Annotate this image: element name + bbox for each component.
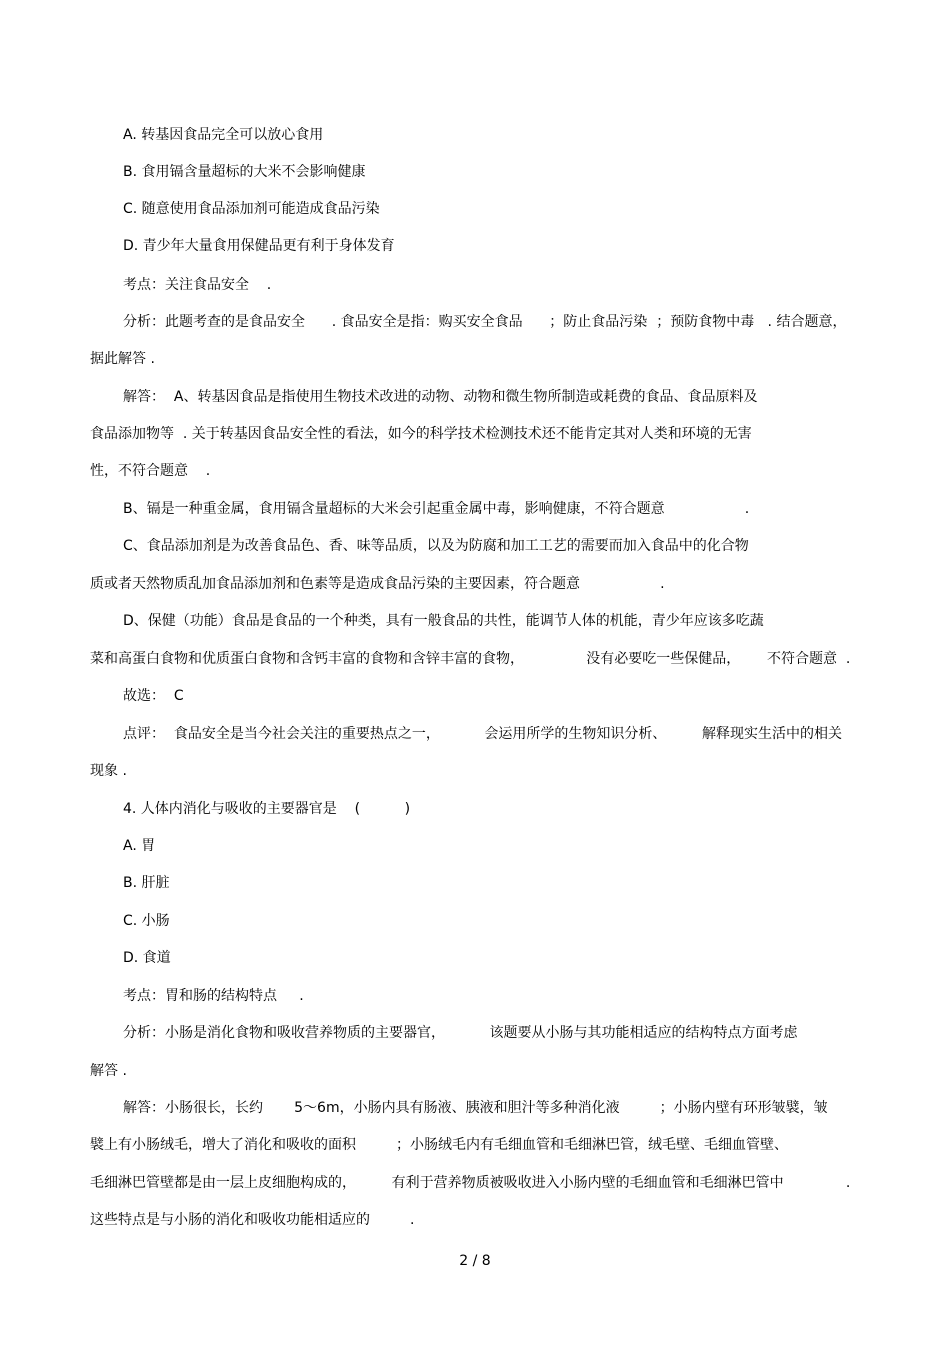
analysis-line: 解答 . [90, 1063, 127, 1079]
comment-line: 现象 . [90, 763, 127, 779]
question-4: 4. 人体内消化与吸收的主要器官是 ( ) [123, 801, 411, 817]
choice-line: 故选： C [123, 688, 184, 704]
option-d: D. 食道 [123, 950, 171, 966]
answer-line: 菜和高蛋白食物和优质蛋白食物和含钙丰富的食物和含锌丰富的食物， 没有必要吃一些保健品， 不符合题意 . [90, 651, 851, 667]
option-b: B. 食用镉含量超标的大米不会影响健康 [123, 164, 366, 180]
answer-line: 这些特点是与小肠的消化和吸收功能相适应的 . [90, 1212, 415, 1228]
analysis-line: 分析：此题考查的是食品安全 . 食品安全是指：购买安全食品 ；防止食品污染 ；预防食物中毒 . 结合题意， [123, 314, 847, 330]
option-d: D. 青少年大量食用保健品更有利于身体发育 [123, 238, 395, 254]
option-c: C. 随意使用食品添加剂可能造成食品污染 [123, 201, 380, 217]
answer-line: C、食品添加剂是为改善食品色、香、味等品质，以及为防腐和加工工艺的需要而加入食品中的化合物 [123, 538, 749, 554]
analysis-line: 据此解答 . [90, 351, 155, 367]
answer-line: 性，不符合题意 . [90, 463, 211, 479]
answer-line: D、保健（功能）食品是食品的一个种类，具有一般食品的共性，能调节人体的机能，青少年应该多吃蔬 [123, 613, 764, 629]
answer-line: 襞上有小肠绒毛，增大了消化和吸收的面积 ；小肠绒毛内有毛细血管和毛细淋巴管，绒毛壁、毛细血管壁、 [90, 1137, 789, 1153]
option-c: C. 小肠 [123, 913, 170, 929]
kaodian-line: 考点：胃和肠的结构特点 . [123, 988, 304, 1004]
answer-line: 毛细淋巴管壁都是由一层上皮细胞构成的， 有利于营养物质被吸收进入小肠内壁的毛细血管和毛细淋巴管中 . [90, 1175, 851, 1191]
kaodian-line: 考点：关注食品安全 . [123, 277, 272, 293]
page-number: 2 / 8 [459, 1253, 491, 1269]
answer-line: 解答：小肠很长，长约 5～6m，小肠内具有肠液、胰液和胆汁等多种消化液 ；小肠内壁有环形皱襞，皱 [123, 1100, 828, 1116]
answer-line: 质或者天然物质乱加食品添加剂和色素等是造成食品污染的主要因素，符合题意 . [90, 576, 665, 592]
answer-line: B、镉是一种重金属，食用镉含量超标的大米会引起重金属中毒，影响健康，不符合题意 . [123, 501, 750, 517]
answer-line: 解答： A、转基因食品是指使用生物技术改进的动物、动物和微生物所制造或耗费的食品、食品原料及 [123, 389, 758, 405]
option-b: B. 肝脏 [123, 875, 170, 891]
comment-line: 点评： 食品安全是当今社会关注的重要热点之一， 会运用所学的生物知识分析、 解释现实生活中的相关 [123, 726, 843, 742]
option-a: A. 转基因食品完全可以放心食用 [123, 127, 324, 143]
analysis-line: 分析：小肠是消化食物和吸收营养物质的主要器官， 该题要从小肠与其功能相适应的结构特点方面考虑 [123, 1025, 798, 1041]
option-a: A. 胃 [123, 838, 156, 854]
answer-line: 食品添加物等 . 关于转基因食品安全性的看法，如今的科学技术检测技术还不能肯定其对人类和环境的无害 [90, 426, 752, 442]
